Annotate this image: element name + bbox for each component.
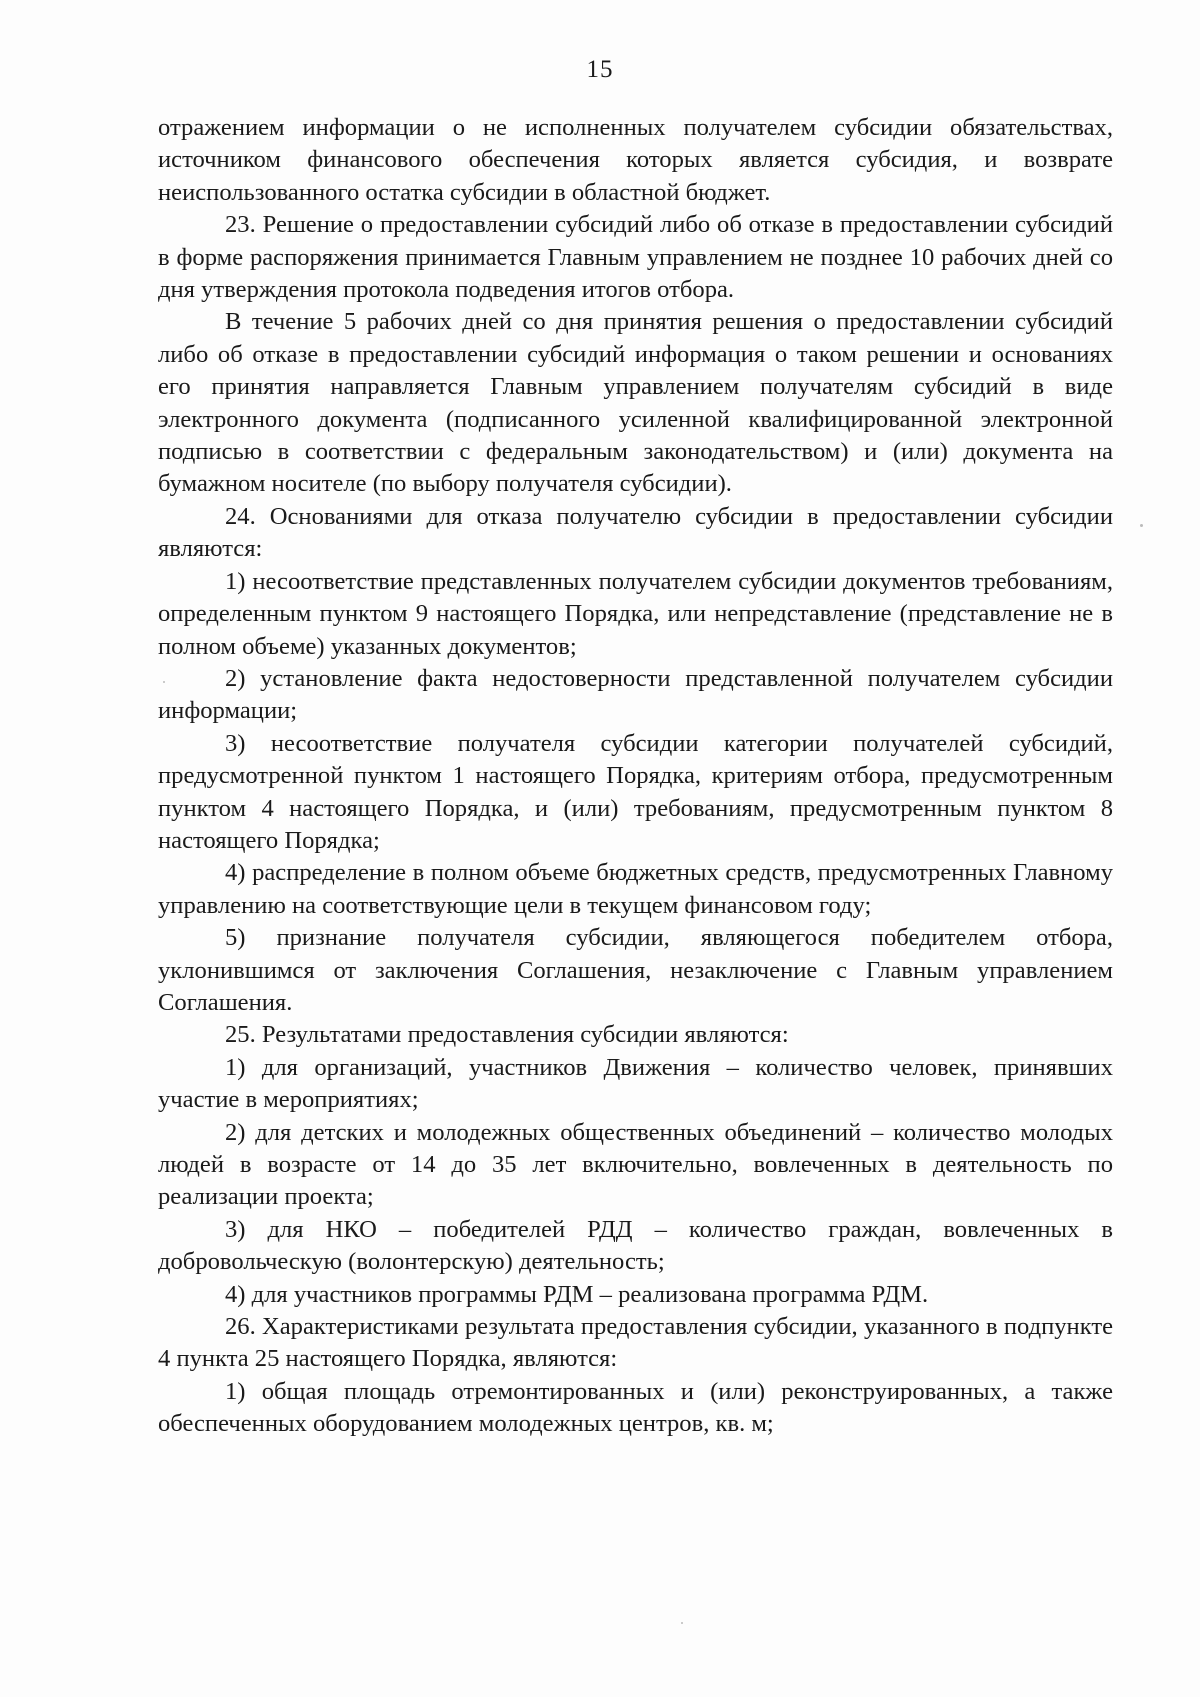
paragraph-item-26: 26. Характеристиками результата предоставления субсидии, указанного в подпункте 4 пункта 25 настоящего Порядка, являются: bbox=[158, 1313, 1113, 1373]
scan-speck bbox=[681, 1622, 683, 1624]
scan-speck bbox=[1140, 524, 1143, 527]
list-item-25-1: 1) для организаций, участников Движения – количество человек, принявших участие в мероприятиях; bbox=[158, 1053, 1113, 1114]
paragraph-item-23: 23. Решение о предоставлении субсидий либо об отказе в предоставлении субсидий в форме распоряжения принимается Главным управлением не позднее 10 рабочих дней со дня утверждения протокола подведения итогов отбора. bbox=[158, 211, 1113, 304]
document-body bbox=[158, 112, 1113, 1441]
list-item-25-3: 3) для НКО – победителей РДД – количество граждан, вовлеченных в добровольческую (волонтерскую) деятельность; bbox=[158, 1215, 1113, 1276]
paragraph-notification-deadline: В течение 5 рабочих дней со дня принятия решения о предоставлении субсидий либо об отказе в предоставлении субсидий информация о таком решении и основаниях его принятия направляется Главным управлением получателям субсидий в виде электронного документа (подписанного усиленной квалифицированной электронной подписью в соответствии с федеральным законодательством) и (или) документа на бумажном носителе (по выбору получателя субсидии). bbox=[158, 308, 1113, 498]
list-item-24-2: 2) установление факта недостоверности представленной получателем субсидии информации; bbox=[158, 664, 1113, 725]
paragraph-item-24: 24. Основаниями для отказа получателю субсидии в предоставлении субсидии являются: bbox=[158, 502, 1113, 563]
paragraph-continuation: отражением информации о не исполненных получателем субсидии обязательствах, источником финансового обеспечения которых является субсидия, и возврате неиспользованного остатка субсидии в областной бюджет. bbox=[158, 114, 1113, 206]
list-item-24-5: 5) признание получателя субсидии, являющегося победителем отбора, уклонившимся от заключения Соглашения, незаключение с Главным управлением Соглашения. bbox=[158, 924, 1113, 1016]
list-item-24-4: 4) распределение в полном объеме бюджетных средств, предусмотренных Главному управлению на соответствующие цели в текущем финансовом году; bbox=[158, 859, 1113, 919]
paragraph-item-25: 25. Результатами предоставления субсидии являются: bbox=[225, 1021, 789, 1049]
list-item-25-2: 2) для детских и молодежных общественных объединений – количество молодых людей в возрасте от 14 до 35 лет включительно, вовлеченных в деятельность по реализации проекта; bbox=[158, 1118, 1113, 1211]
list-item-25-4: 4) для участников программы РДМ – реализована программа РДМ. bbox=[225, 1280, 929, 1308]
list-item-26-1: 1) общая площадь отремонтированных и (или) реконструированных, а также обеспеченных оборудованием молодежных центров, кв. м; bbox=[158, 1377, 1113, 1438]
scan-speck bbox=[163, 681, 165, 683]
page-number: 15 bbox=[586, 56, 614, 83]
list-item-24-1: 1) несоответствие представленных получателем субсидии документов требованиям, определенным пунктом 9 настоящего Порядка, или непредставление (представление не в полном объеме) указанных документов; bbox=[158, 567, 1113, 660]
list-item-24-3: 3) несоответствие получателя субсидии категории получателей субсидий, предусмотренной пунктом 1 настоящего Порядка, критериям отбора, предусмотренным пунктом 4 настоящего Порядка, и (или) требованиям, предусмотренным пунктом 8 настоящего Порядка; bbox=[158, 729, 1113, 854]
